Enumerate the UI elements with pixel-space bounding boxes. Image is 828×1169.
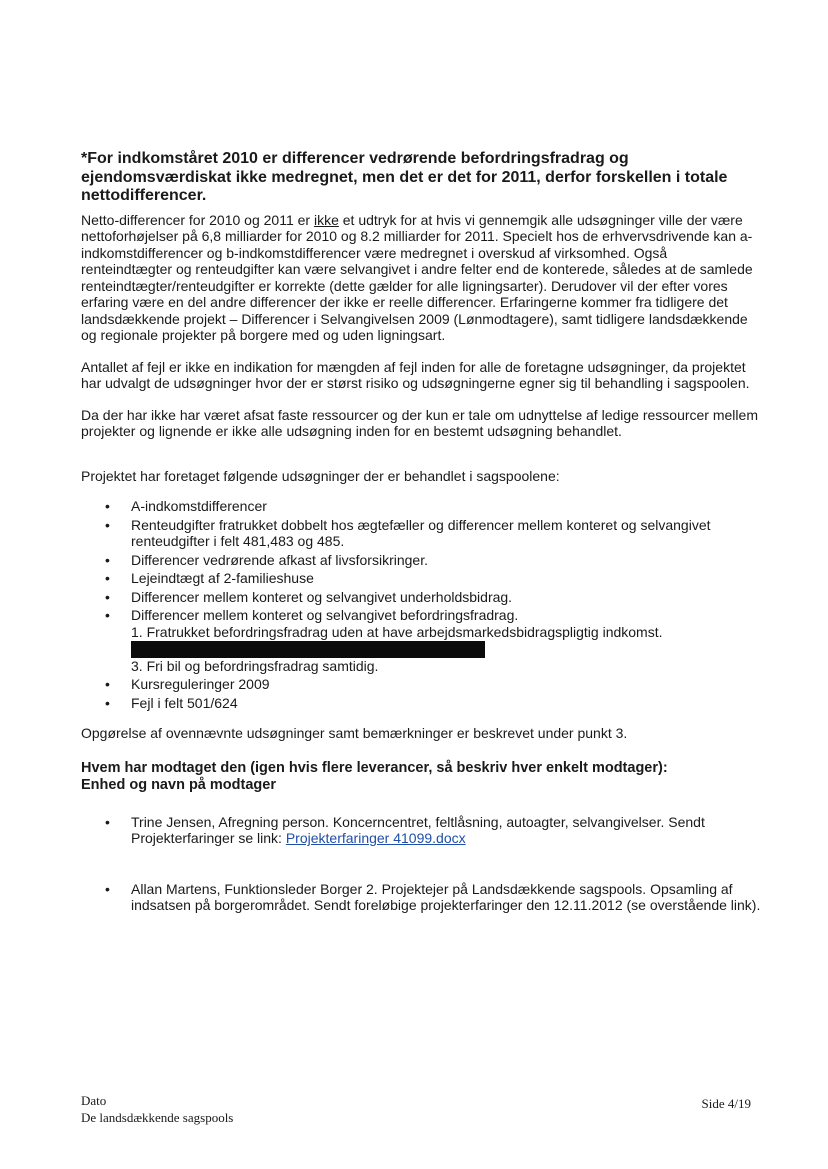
list-item: • Differencer mellem konteret og selvangivet underholdsbidrag. xyxy=(105,588,513,605)
underlined-word: ikke xyxy=(313,211,339,228)
list-item: • Fejl i felt 501/624 xyxy=(105,694,238,711)
list-item: • Kursreguleringer 2009 xyxy=(105,676,270,693)
search-list xyxy=(81,498,761,711)
page-content xyxy=(81,150,761,948)
list-item: • Differencer mellem konteret og selvangivet befordringsfradrag. 1. Fratrukket befordringsfradrag uden at have arbejdsmarkedsbidragspligtig indkomst. 3. Fri bil og befordringsfradrag samtidig. xyxy=(81,607,761,674)
bullet-icon: • xyxy=(105,551,110,568)
page-heading: *For indkomståret 2010 er differencer vedrørende befordringsfradrag og ejendomsværdiskat ikke medregnet, men det er det for 2011, derfor forskellen i totale nettodifferencer. xyxy=(81,150,728,204)
project-experience-link[interactable]: Projekterfaringer 41099.docx xyxy=(285,830,466,847)
section-heading: Hvem har modtaget den (igen hvis flere leverancer, så beskriv hver enkelt modtager): Enhed og navn på modtager xyxy=(81,759,668,793)
bullet-icon: • xyxy=(105,588,110,605)
redacted-block xyxy=(131,640,761,658)
list-item: • Trine Jensen, Afregning person. Koncerncentret, feltlåsning, autoagter, selvangivelser. Sendt Projekterfaringer se link: Projekterfaringer 41099.docx xyxy=(105,813,705,847)
sub-list-item: 3. Fri bil og befordringsfradrag samtidig. xyxy=(131,657,379,674)
paragraph-text: et udtryk for at hvis vi gennemgik alle udsøgninger ville der være nettoforhøjelser på 6,8 milliarder for 2010 og 8.2 milliarder for 2011. Specielt hos de erhvervsdrivende kan a-indkomstdifferencer og b-indkomstdifferencer være medregnet i overskud af virksomhed. Også renteindtægter og renteudgifter kan være selvangivet i andre felter end de konterede, således at de samlede renteindtægter/renteudgifter er korrekte (dette gælder for alle ligningsarter). Derudover vil der efter vores erfaring være en del andre differencer der ikke er reelle differencer. Erfaringerne kommer fra tidligere det landsdækkende projekt – Differencer i Selvangivelsen 2009 (Lønmodtagere), samt tidligere landsdækkende og regionale projekter på borgere med og uden ligningsart. xyxy=(81,211,753,343)
list-intro: Projektet har foretaget følgende udsøgninger der er behandlet i sagspoolene: xyxy=(81,467,560,484)
bullet-icon: • xyxy=(105,813,110,830)
redaction-bar xyxy=(131,641,485,658)
sub-list-item: 1. Fratrukket befordringsfradrag uden at have arbejdsmarkedsbidragspligtig indkomst. xyxy=(131,623,663,640)
list-item: • Differencer vedrørende afkast af livsforsikringer. xyxy=(105,551,428,568)
recipient-list xyxy=(81,814,761,914)
paragraph-text: Netto-differencer for 2010 og 2011 er xyxy=(81,211,314,228)
list-item: • Renteudgifter fratrukket dobbelt hos ægtefæller og differencer mellem konteret og selvangivet renteudgifter i felt 481,483 og 485. xyxy=(105,516,711,549)
footer xyxy=(81,1092,233,1126)
list-item: • Allan Martens, Funktionsleder Borger 2. Projektejer på Landsdækkende sagspools. Opsamling af indsatsen på borgerområdet. Sendt foreløbige projekterfaringer den 12.11.2012 (se overstående link). xyxy=(105,880,761,914)
paragraph-summary: Opgørelse af ovennævnte udsøgninger samt bemærkninger er beskrevet under punkt 3. xyxy=(81,725,628,742)
paragraph-net-differences xyxy=(81,212,761,344)
page-number: Side 4/19 xyxy=(701,1096,751,1111)
bullet-icon: • xyxy=(105,694,110,711)
paragraph-error-count: Antallet af fejl er ikke en indikation for mængden af fejl inden for alle de foretagne udsøgninger, da projektet har udvalgt de udsøgninger hvor der er størst risiko og udsøgningerne egner sig til behandling i sagspoolen. xyxy=(81,358,750,391)
bullet-icon: • xyxy=(105,880,110,897)
bullet-icon: • xyxy=(105,607,110,623)
list-item: • Lejeindtægt af 2-familieshuse xyxy=(105,570,314,586)
footer-org: De landsdækkende sagspools xyxy=(81,1110,234,1125)
bullet-icon: • xyxy=(105,570,110,586)
list-item: • A-indkomstdifferencer xyxy=(105,498,267,514)
paragraph-resources: Da der har ikke har været afsat faste ressourcer og der kun er tale om udnyttelse af ledige ressourcer mellem projekter og lignende er ikke alle udsøgning inden for en bestemt udsøgning behandlet. xyxy=(81,406,758,439)
footer-date: Dato xyxy=(81,1093,107,1108)
bullet-icon: • xyxy=(105,676,110,693)
bullet-icon: • xyxy=(105,498,110,514)
bullet-icon: • xyxy=(105,516,110,533)
